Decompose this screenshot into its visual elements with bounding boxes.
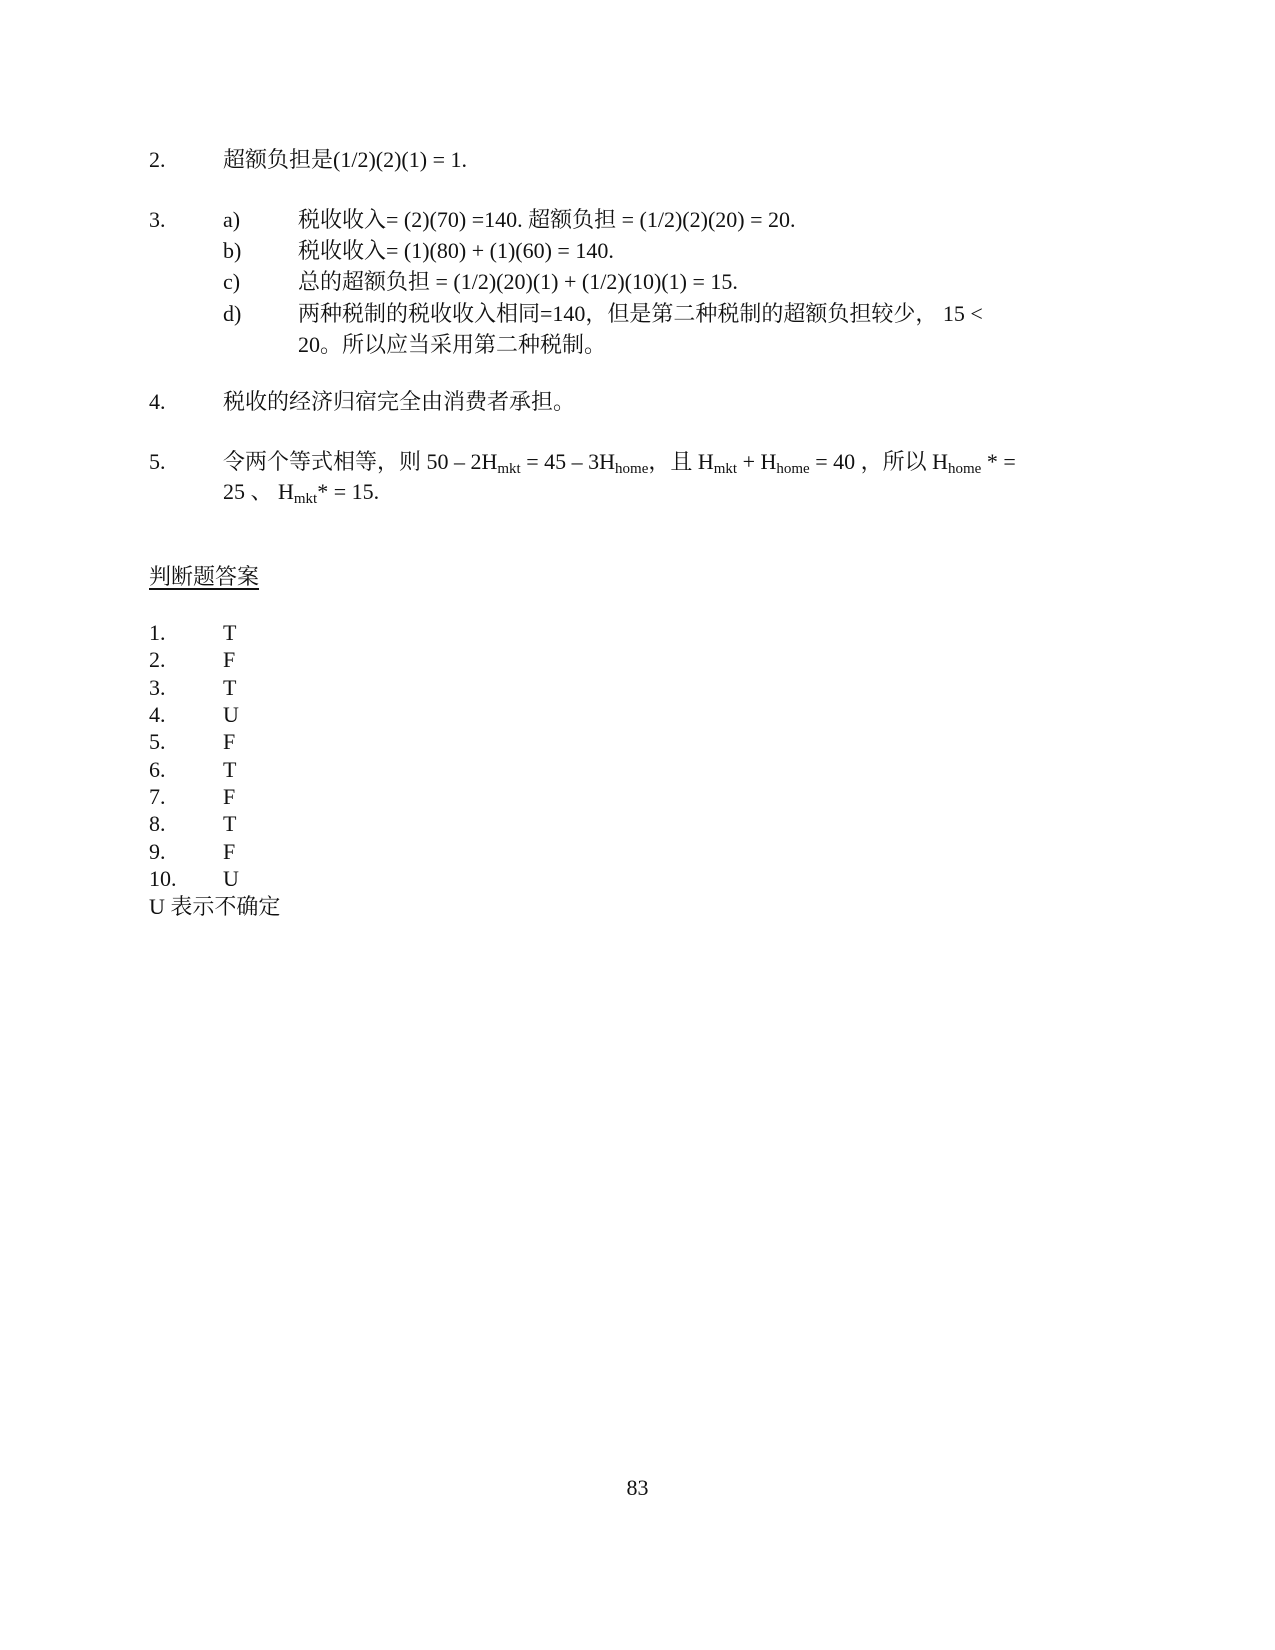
tf-item-answer: T [223,620,237,645]
answer-3d-label: d) [223,301,242,326]
tf-item-answer: F [223,839,236,864]
tf-item-number: 8. [149,811,166,836]
answer-3d-text-line1: 两种税制的税收收入相同=140，但是第二种税制的超额负担较少， 15 < [298,301,983,326]
tf-item-answer: F [223,729,236,754]
tf-item-number: 3. [149,675,166,700]
tf-item-number: 2. [149,647,166,672]
true-false-heading: 判断题答案 [149,564,260,589]
tf-item-answer: U [223,702,239,727]
answer-2-number: 2. [149,147,166,172]
answer-3a-label: a) [223,207,241,232]
tf-item-number: 1. [149,620,166,645]
answer-3b-label: b) [223,238,242,263]
answer-5-number: 5. [149,449,166,474]
page-number: 83 [626,1475,649,1500]
answer-5-line2: 25 、 $H_{mkt}* = 15$. [223,479,380,507]
tf-item-answer: T [223,675,237,700]
tf-item-number: 9. [149,839,166,864]
answer-3-number: 3. [149,207,166,232]
answer-4-text: 税收的经济归宿完全由消费者承担。 [223,389,576,414]
answer-5-line1: 令两个等式相等，则 $50 - 2H_{mkt} = 45 - 3H_{home}$，且 $H_{mkt} + H_{home} = 40$ ，所以 $H_{home}$ * = [223,449,1016,477]
answer-2-text: 超额负担是(1/2)(2)(1) = 1. [223,147,467,172]
tf-item-number: 5. [149,729,166,754]
tf-note: U 表示不确定 [149,894,281,919]
tf-item-answer: F [223,784,236,809]
answer-3c-text: 总的超额负担 = (1/2)(20)(1) + (1/2)(10)(1) = 15. [298,269,738,294]
answer-3c-label: c) [223,269,241,294]
answer-4-number: 4. [149,389,166,414]
tf-item-answer: T [223,757,237,782]
tf-item-number: 4. [149,702,166,727]
tf-item-answer: F [223,647,236,672]
tf-item-number: 7. [149,784,166,809]
tf-item-answer: U [223,866,239,891]
tf-item-number: 6. [149,757,166,782]
tf-item-answer: T [223,811,237,836]
answer-3d-text-line2: 20。所以应当采用第二种税制。 [298,332,607,357]
tf-item-number: 10. [149,866,177,891]
answer-3b-text: 税收收入= (1)(80) + (1)(60) = 140. [298,238,614,263]
answer-3a-text: 税收收入= (2)(70) =140. 超额负担 = (1/2)(2)(20) = 20. [298,207,796,232]
